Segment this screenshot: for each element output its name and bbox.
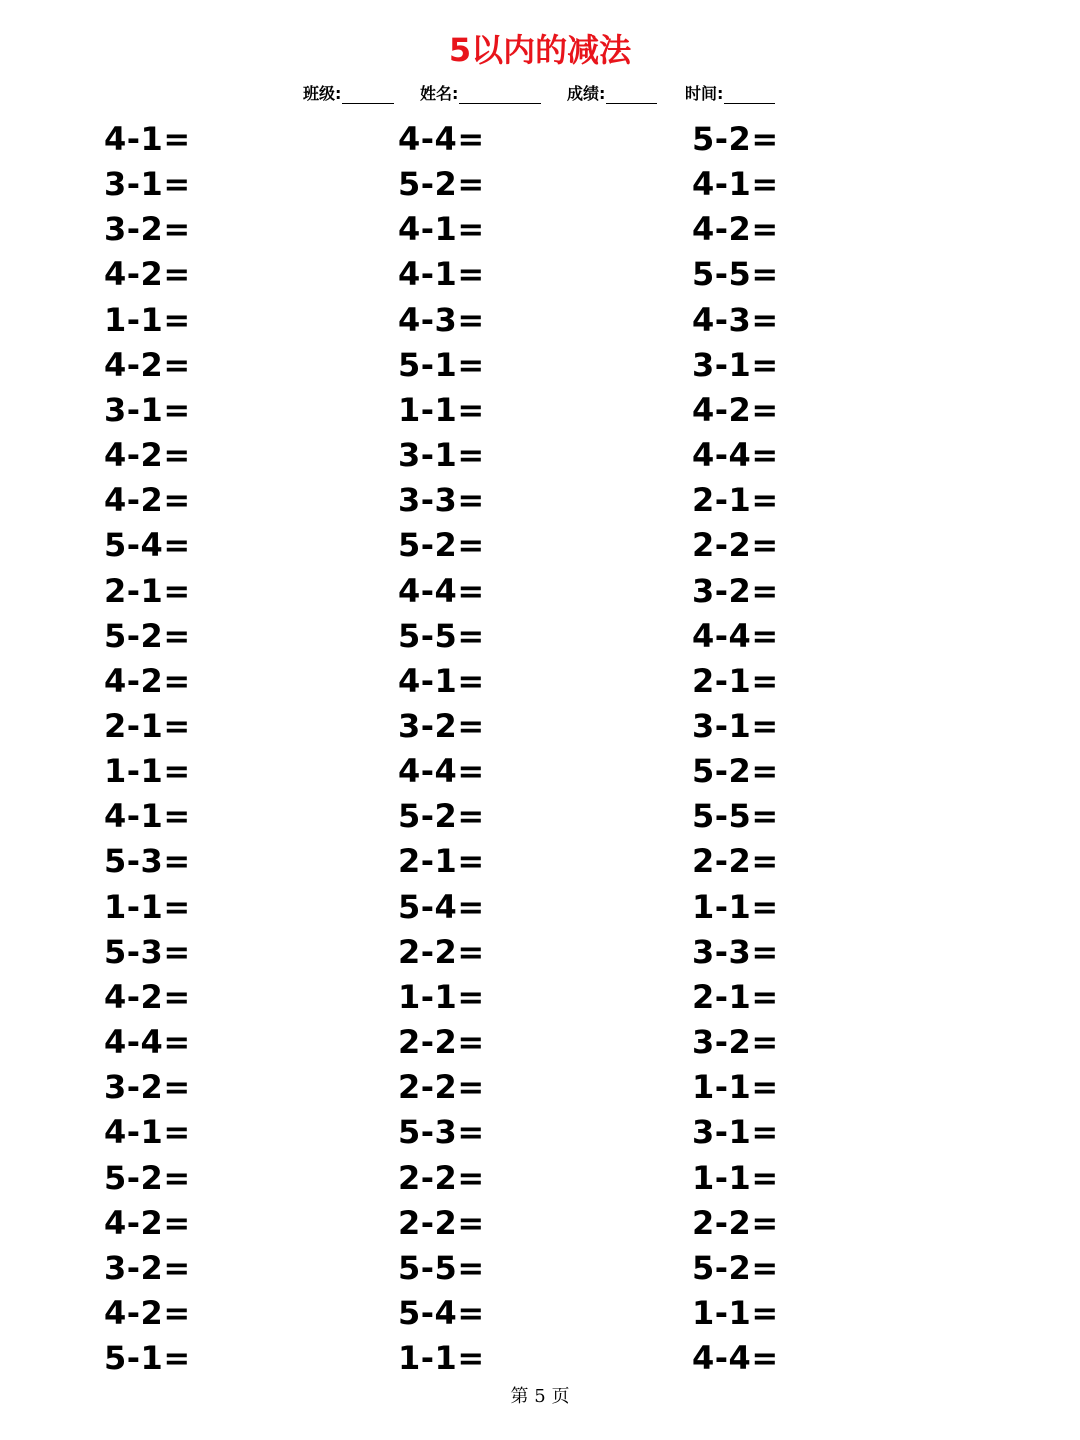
problem-item: 3-1= bbox=[104, 165, 191, 204]
problem-item: 4-2= bbox=[692, 210, 779, 249]
problem-item: 4-3= bbox=[692, 300, 779, 339]
problem-item: 1-1= bbox=[104, 887, 191, 926]
problem-item: 5-2= bbox=[692, 1248, 779, 1287]
problem-item: 5-3= bbox=[104, 932, 191, 971]
student-info-row bbox=[0, 84, 1080, 108]
score-label: 成绩: bbox=[567, 84, 606, 103]
problem-item: 2-1= bbox=[692, 661, 779, 700]
problem-item: 4-2= bbox=[104, 255, 191, 294]
problem-item: 5-2= bbox=[104, 1158, 191, 1197]
score-field bbox=[567, 84, 657, 104]
problem-item: 5-2= bbox=[398, 165, 485, 204]
problem-item: 1-1= bbox=[692, 887, 779, 926]
problem-item: 5-4= bbox=[398, 1293, 485, 1332]
problem-item: 1-1= bbox=[692, 1158, 779, 1197]
problem-item: 2-2= bbox=[692, 842, 779, 881]
problem-item: 5-5= bbox=[692, 797, 779, 836]
problem-item: 2-2= bbox=[398, 1023, 485, 1061]
problem-item: 3-3= bbox=[398, 481, 485, 520]
problem-item: 3-2= bbox=[398, 706, 485, 745]
problem-item: 4-2= bbox=[104, 1203, 191, 1242]
class-blank-line bbox=[342, 87, 394, 104]
problem-item: 3-2= bbox=[692, 571, 779, 610]
problem-item: 2-1= bbox=[398, 842, 485, 881]
problem-item: 2-2= bbox=[398, 932, 485, 971]
problem-item: 5-4= bbox=[104, 526, 191, 565]
problem-item: 5-4= bbox=[398, 887, 485, 926]
problem-item: 4-2= bbox=[104, 977, 191, 1016]
problem-item: 2-2= bbox=[398, 1158, 485, 1197]
problem-item: 5-2= bbox=[692, 120, 779, 158]
problem-item: 1-1= bbox=[104, 300, 191, 339]
problem-item: 3-2= bbox=[104, 1068, 191, 1107]
problem-item: 4-1= bbox=[104, 797, 191, 836]
problem-item: 3-1= bbox=[692, 345, 779, 384]
problem-item: 5-3= bbox=[398, 1113, 485, 1152]
problem-item: 5-2= bbox=[104, 616, 191, 655]
problem-item: 5-5= bbox=[398, 616, 485, 655]
problem-item: 3-1= bbox=[692, 706, 779, 745]
problem-item: 3-2= bbox=[104, 210, 191, 249]
problem-item: 2-2= bbox=[692, 526, 779, 565]
problem-item: 2-2= bbox=[692, 1203, 779, 1242]
problem-item: 4-2= bbox=[692, 390, 779, 429]
problem-item: 2-1= bbox=[692, 977, 779, 1016]
problem-item: 2-1= bbox=[104, 706, 191, 745]
problem-item: 4-4= bbox=[398, 752, 485, 791]
problem-item: 2-2= bbox=[398, 1068, 485, 1107]
problem-item: 3-1= bbox=[104, 390, 191, 429]
problem-item: 4-2= bbox=[104, 661, 191, 700]
problem-item: 5-1= bbox=[398, 345, 485, 384]
problem-item: 5-2= bbox=[398, 526, 485, 565]
problem-item: 4-4= bbox=[398, 120, 485, 158]
problem-item: 5-1= bbox=[104, 1339, 191, 1377]
problem-item: 5-5= bbox=[398, 1248, 485, 1287]
class-field bbox=[303, 84, 394, 104]
problem-item: 3-2= bbox=[104, 1248, 191, 1287]
problem-item: 4-1= bbox=[398, 255, 485, 294]
worksheet-title: 5以内的减法 bbox=[448, 31, 632, 69]
problem-item: 1-1= bbox=[398, 1339, 485, 1377]
score-blank-line bbox=[606, 87, 657, 104]
time-label: 时间: bbox=[685, 84, 724, 103]
name-label: 姓名: bbox=[420, 84, 459, 103]
problem-item: 4-1= bbox=[692, 165, 779, 204]
problem-item: 3-1= bbox=[692, 1113, 779, 1152]
problem-item: 2-1= bbox=[104, 571, 191, 610]
problem-item: 2-2= bbox=[398, 1203, 485, 1242]
problem-item: 3-3= bbox=[692, 932, 779, 971]
class-label: 班级: bbox=[303, 84, 342, 103]
problem-item: 4-4= bbox=[398, 571, 485, 610]
problem-item: 4-4= bbox=[692, 436, 779, 475]
problem-item: 4-3= bbox=[398, 300, 485, 339]
problem-item: 3-2= bbox=[692, 1023, 779, 1061]
problem-item: 4-1= bbox=[398, 210, 485, 249]
problem-item: 5-3= bbox=[104, 842, 191, 881]
problem-item: 5-2= bbox=[692, 752, 779, 791]
problem-item: 1-1= bbox=[398, 977, 485, 1016]
problem-item: 1-1= bbox=[692, 1068, 779, 1107]
problem-item: 4-4= bbox=[692, 1339, 779, 1377]
problem-item: 1-1= bbox=[398, 390, 485, 429]
problem-item: 4-4= bbox=[692, 616, 779, 655]
time-field bbox=[685, 84, 775, 104]
name-blank-line bbox=[459, 87, 541, 104]
problem-item: 3-1= bbox=[398, 436, 485, 475]
problem-item: 1-1= bbox=[104, 752, 191, 791]
problem-item: 4-1= bbox=[104, 120, 191, 158]
problem-item: 4-2= bbox=[104, 1293, 191, 1332]
problem-item: 4-2= bbox=[104, 345, 191, 384]
problem-item: 4-4= bbox=[104, 1023, 191, 1061]
problem-item: 2-1= bbox=[692, 481, 779, 520]
problem-item: 4-1= bbox=[104, 1113, 191, 1152]
problem-item: 5-5= bbox=[692, 255, 779, 294]
problem-item: 4-2= bbox=[104, 481, 191, 520]
time-blank-line bbox=[724, 87, 775, 104]
problem-item: 4-1= bbox=[398, 661, 485, 700]
problem-item: 1-1= bbox=[692, 1293, 779, 1332]
page-number: 第 5 页 bbox=[510, 1386, 570, 1407]
problem-item: 5-2= bbox=[398, 797, 485, 836]
name-field bbox=[420, 84, 541, 104]
problem-item: 4-2= bbox=[104, 436, 191, 475]
